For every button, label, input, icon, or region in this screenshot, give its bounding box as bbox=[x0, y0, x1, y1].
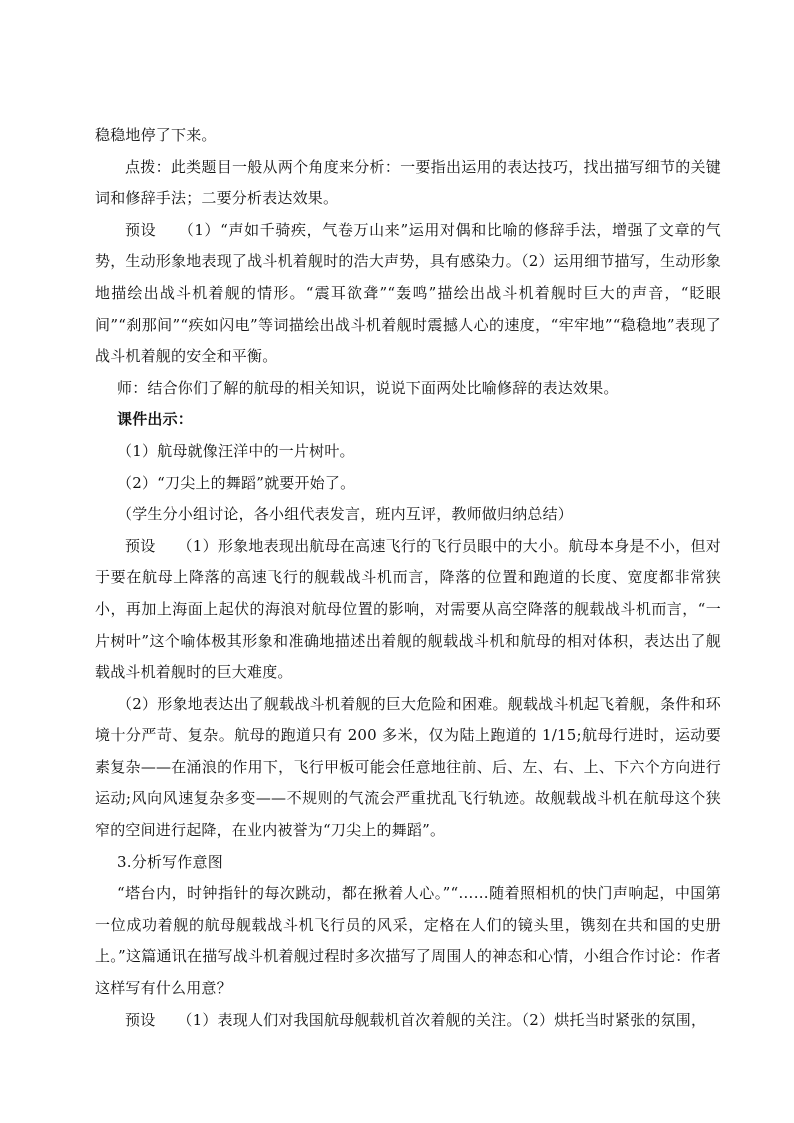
list-item-1: （1）航母就像汪洋中的一片树叶。 bbox=[117, 441, 355, 460]
preset-label: 预设 bbox=[125, 536, 156, 555]
paragraph-quote-discussion: “塔台内，时钟指针的每次跳动，都在揪着人心。”“……随着照相机的快门声响起，中国第一位成功着舰的航母舰载战斗机飞行员的风采，定格在人们的镜头里，镌刻在共和国的史册上。”这篇通讯在描写战斗机着舰过程时多次描写了周围人的神态和心情，小组合作讨论：作者这样写有什么用意？ bbox=[95, 884, 721, 998]
document-body bbox=[95, 120, 721, 1036]
preset-label: 预设 bbox=[125, 1010, 156, 1029]
paragraph-preset-1 bbox=[95, 215, 721, 373]
paragraph-continuation: 稳稳地停了下来。 bbox=[95, 126, 217, 144]
preset-text: （1）“声如千骑疾，气卷万山来”运用对偶和比喻的修辞手法，增强了文章的气势，生动形象地表现了战斗机着舰时的浩大声势，具有感染力。（2）运用细节描写，生动形象地描绘出战斗机着舰的情形。“震耳欲聋”“轰鸣”描绘出战斗机着舰时巨大的声音，“眨眼间”“刹那间”“疾如闪电”等词描绘出战斗机着舰时震撼人心的速度，“牢牢地”“稳稳地”表现了战斗机着舰的安全和平衡。 bbox=[95, 220, 721, 366]
paragraph-tip: 点拨：此类题目一般从两个角度来分析：一要指出运用的表达技巧，找出描写细节的关键词和修辞手法；二要分析表达效果。 bbox=[95, 157, 721, 208]
paragraph-teacher-prompt: 师：结合你们了解的航母的相关知识，说说下面两处比喻修辞的表达效果。 bbox=[117, 378, 619, 397]
paragraph-preset-3 bbox=[95, 1005, 721, 1037]
list-item-2: （2）“刀尖上的舞蹈”就要开始了。 bbox=[117, 473, 356, 492]
preset-text: （1）表现人们对我国航母舰载机首次着舰的关注。（2）烘托当时紧张的氛围， bbox=[177, 1010, 707, 1029]
paragraph-courseware-heading: 课件出示： bbox=[117, 410, 194, 429]
section-heading: 3.分析写作意图 bbox=[117, 852, 223, 871]
preset-text: （1）形象地表现出航母在高速飞行的飞行员眼中的大小。航母本身是不小，但对于要在航母上降落的高速飞行的舰载战斗机而言，降落的位置和跑道的长度、宽度都非常狭小，再加上海面上起伏的海浪对航母位置的影响，对需要从高空降落的舰载战斗机而言，“一片树叶”这个喻体极其形象和准确地描述出着舰的舰载战斗机和航母的相对体积，表达出了舰载战斗机着舰时的巨大难度。 bbox=[95, 536, 721, 682]
paragraph-preset-2 bbox=[95, 531, 721, 689]
paragraph-analysis-2: （2）形象地表达出了舰载战斗机着舰的巨大危险和困难。舰载战斗机起飞着舰，条件和环境十分严苛、复杂。航母的跑道只有 200 多米，仅为陆上跑道的 1/15;航母行进时，运动要素复杂——在涌浪的作用下，飞行甲板可能会任意地往前、后、左、右、上、下六个方向进行运动;风向风速复杂多变——不规则的气流会严重扰乱飞行轨迹。故舰载战斗机在航母这个狭窄的空间进行起降，在业内被誉为“刀尖上的舞蹈”。 bbox=[95, 694, 721, 840]
paragraph-student-discussion: （学生分小组讨论，各小组代表发言，班内互评，教师做归纳总结） bbox=[117, 505, 574, 524]
preset-label: 预设 bbox=[125, 220, 157, 239]
